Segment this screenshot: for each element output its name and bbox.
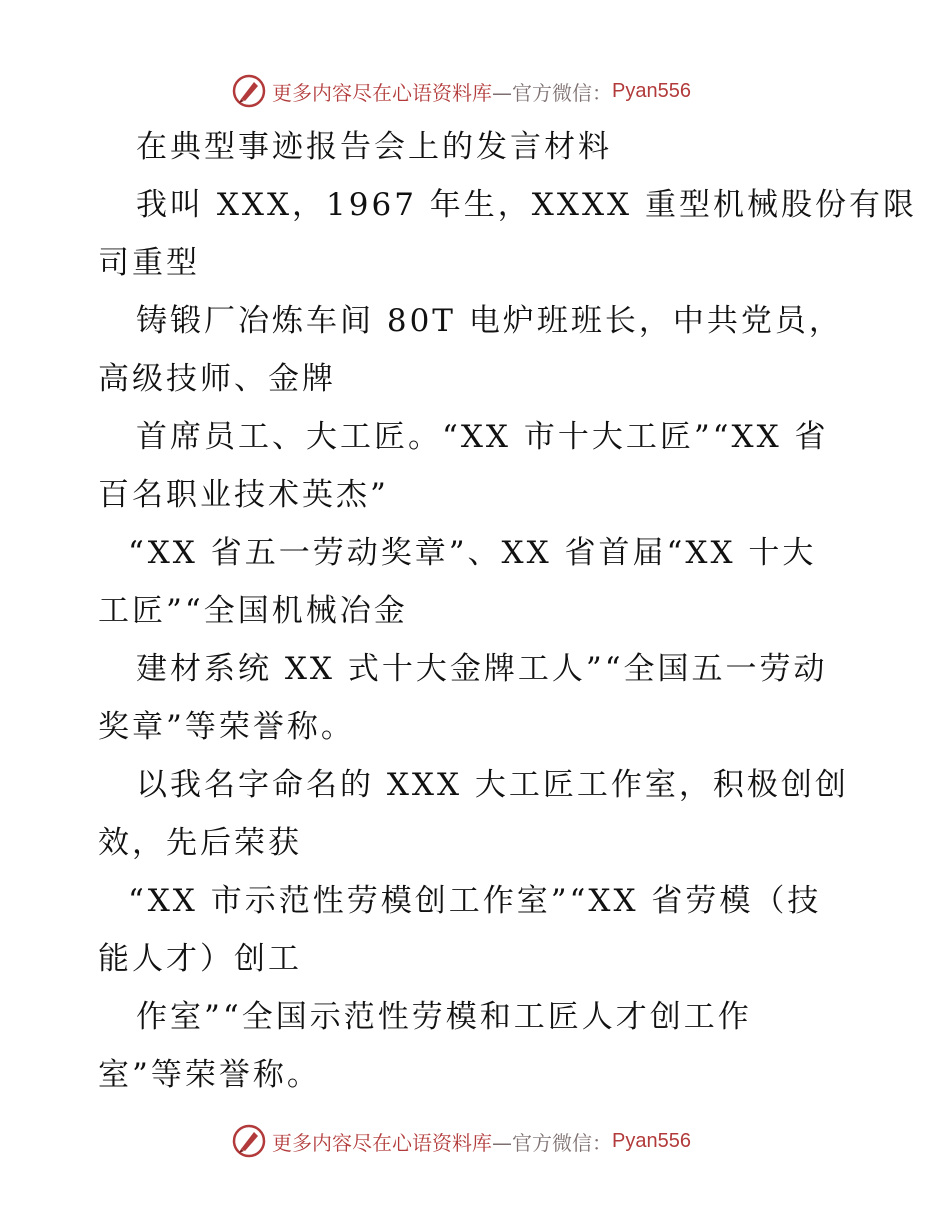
paragraph-line: 能人才）创工	[98, 941, 302, 977]
watermark-main-text: 更多内容尽在心语资料库	[272, 80, 492, 105]
pen-logo-icon	[232, 1124, 266, 1158]
watermark-separator-text: —官方微信：	[492, 80, 612, 105]
paragraph-line: 奖章”等荣誉称。	[98, 709, 355, 745]
paragraph-line: 作室”“全国示范性劳模和工匠人才创工作	[136, 999, 752, 1035]
document-title: 在典型事迹报告会上的发言材料	[136, 129, 612, 165]
watermark-banner-bottom	[232, 1122, 691, 1160]
paragraph-line: “XX 省五一劳动奖章”、XX 省首届“XX 十大	[128, 535, 817, 571]
paragraph-line: 以我名字命名的 XXX 大工匠工作室，积极创创	[136, 767, 849, 803]
watermark-wechat-id: Pyan556	[612, 79, 691, 102]
paragraph-line: 我叫 XXX，1967 年生，XXXX 重型机械股份有限	[136, 187, 917, 223]
paragraph-line: 效，先后荣获	[98, 825, 302, 861]
paragraph-line: 司重型	[98, 245, 200, 281]
document-body	[98, 118, 917, 1104]
paragraph-line: 工匠”“全国机械冶金	[98, 593, 408, 629]
paragraph-line: 室”等荣誉称。	[98, 1057, 321, 1093]
watermark-wechat-id: Pyan556	[612, 1129, 691, 1152]
paragraph-line: 建材系统 XX 式十大金牌工人”“全国五一劳动	[136, 651, 828, 687]
paragraph-line: 百名职业技术英杰”	[98, 477, 389, 513]
paragraph-line: 首席员工、大工匠。“XX 市十大工匠”“XX 省	[136, 419, 829, 455]
watermark-banner-top	[232, 72, 691, 110]
watermark-separator-text: —官方微信：	[492, 1130, 612, 1155]
paragraph-line: “XX 市示范性劳模创工作室”“XX 省劳模（技	[128, 883, 822, 919]
paragraph-line: 铸锻厂冶炼车间 80T 电炉班班长，中共党员，	[136, 303, 843, 339]
watermark-main-text: 更多内容尽在心语资料库	[272, 1130, 492, 1155]
pen-logo-icon	[232, 74, 266, 108]
paragraph-line: 高级技师、金牌	[98, 361, 336, 397]
